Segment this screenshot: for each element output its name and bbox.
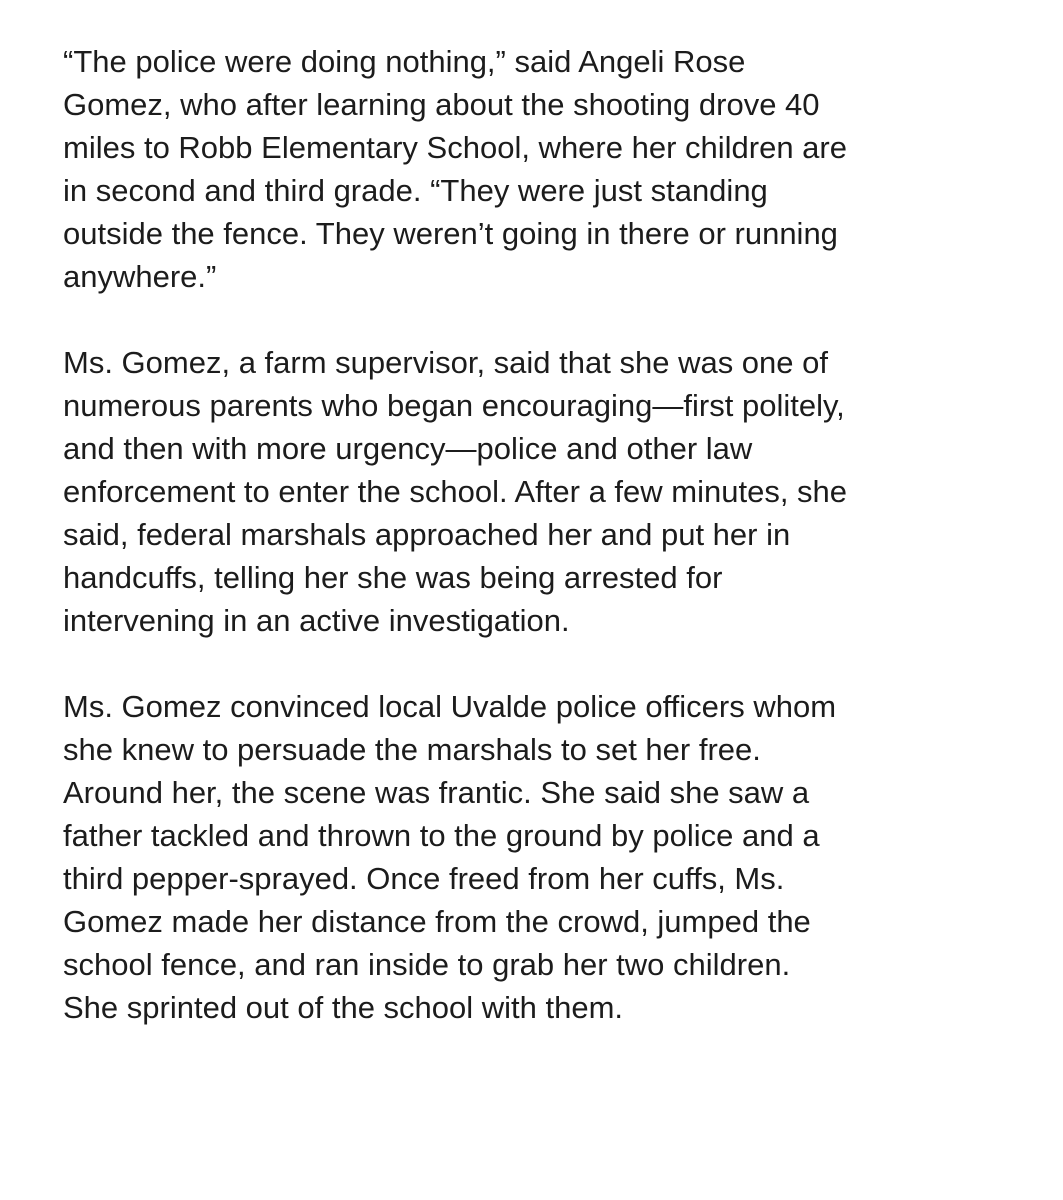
text-line: and then with more urgency—police and other law — [63, 431, 753, 466]
paragraph-3 — [63, 685, 1023, 1029]
text-line: enforcement to enter the school. After a few minutes, she — [63, 474, 848, 509]
paragraph-1 — [63, 40, 1023, 298]
text-line: in second and third grade. “They were just standing — [63, 173, 768, 208]
text-line: she knew to persuade the marshals to set her free. — [63, 732, 761, 767]
text-line: Ms. Gomez convinced local Uvalde police officers whom — [63, 689, 837, 724]
text-line: Ms. Gomez, a farm supervisor, said that she was one of — [63, 345, 828, 380]
text-line: Gomez made her distance from the crowd, jumped the — [63, 904, 811, 939]
text-line: She sprinted out of the school with them. — [63, 990, 624, 1025]
text-line: handcuffs, telling her she was being arrested for — [63, 560, 723, 595]
text-line: anywhere.” — [63, 259, 217, 294]
text-line: school fence, and ran inside to grab her two children. — [63, 947, 791, 982]
text-line: Gomez, who after learning about the shooting drove 40 — [63, 87, 820, 122]
text-line: miles to Robb Elementary School, where her children are — [63, 130, 847, 165]
text-line: numerous parents who began encouraging—first politely, — [63, 388, 845, 423]
paragraph-2 — [63, 341, 1023, 642]
text-line: Around her, the scene was frantic. She said she saw a — [63, 775, 810, 810]
text-line: said, federal marshals approached her and put her in — [63, 517, 791, 552]
text-line: outside the fence. They weren’t going in there or running — [63, 216, 838, 251]
text-line: father tackled and thrown to the ground by police and a — [63, 818, 820, 853]
text-line: intervening in an active investigation. — [63, 603, 570, 638]
article-body — [63, 40, 1023, 1029]
text-line: “The police were doing nothing,” said Angeli Rose — [63, 44, 746, 79]
text-line: third pepper-sprayed. Once freed from her cuffs, Ms. — [63, 861, 785, 896]
